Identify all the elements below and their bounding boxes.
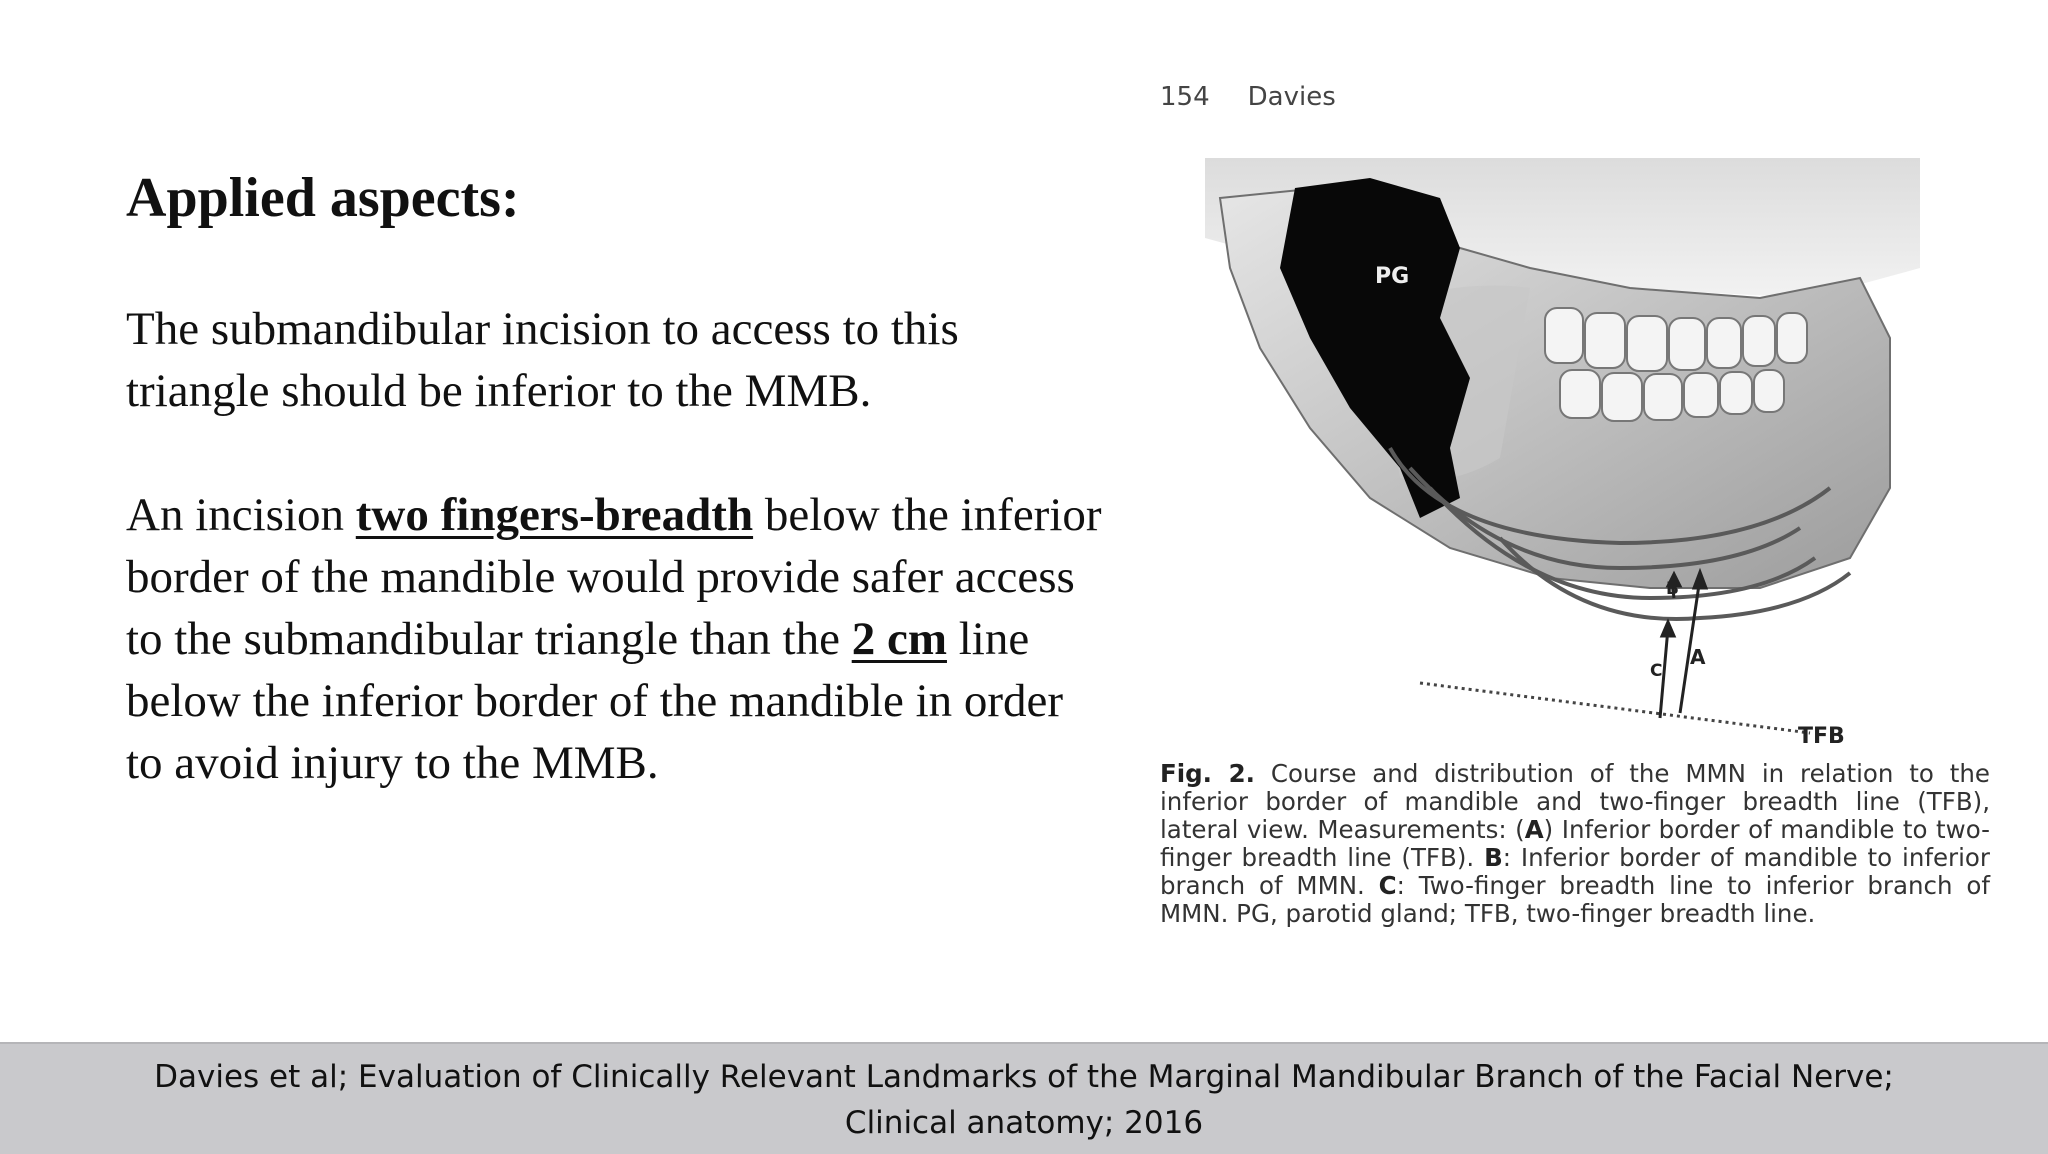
tfb-label: TFB [1798, 724, 1845, 749]
paragraph-incision-location: The submandibular incision to access to this triangle should be inferior to the MMB. [126, 303, 959, 417]
slide-heading: Applied aspects: [126, 167, 520, 229]
label-a: A [1690, 645, 1706, 669]
two-fingers-breadth-emphasis: two fingers-breadth [355, 489, 754, 541]
caption-fig-label: Fig. 2. [1160, 759, 1255, 788]
label-b: B [1666, 579, 1679, 599]
label-c: C [1650, 661, 1663, 681]
caption-text-3: : Inferior border of mandible to inferior branch of MMN. [1160, 843, 1990, 900]
caption-text-4: : Two-finger breadth line to inferior branch of MMN. PG, parotid gland; TFB, two-finger breadth line. [1160, 871, 1990, 928]
caption-text-1: Course and distribution of the MMN in relation to the inferior border of mandible and two-finger breadth line (TFB), lateral view. Measurements: ( [1160, 759, 1990, 844]
page-number: 154 [1160, 82, 1210, 112]
caption-a: A [1524, 815, 1544, 844]
citation-text [60, 1054, 1988, 1146]
figure-page-header [1160, 82, 1374, 112]
author-name: Davies [1247, 82, 1336, 112]
pg-label: PG [1375, 264, 1410, 289]
caption-c: C [1378, 871, 1397, 900]
paragraph-two-finger-rule [126, 484, 1106, 794]
citation-line-2: Clinical anatomy; 2016 [844, 1105, 1204, 1141]
mandible-illustration [1200, 158, 1920, 758]
caption-text-2: ) Inferior border of mandible to two-finger breadth line (TFB). [1160, 815, 1990, 872]
caption-b: B [1484, 843, 1503, 872]
two-finger-breadth-line [1420, 683, 1810, 733]
citation-line-1: Davies et al; Evaluation of Clinically Relevant Landmarks of the Marginal Mandibular Branch of the Facial Nerve; [154, 1059, 1894, 1095]
para2-text-3: line below the inferior border of the mandible in order to avoid injury to the MMB. [126, 613, 1064, 789]
para2-text-1: An incision [126, 489, 356, 541]
figure-caption [1160, 760, 1990, 928]
two-cm-emphasis: 2 cm [851, 613, 947, 665]
para2-text-2: below the inferior border of the mandible would provide safer access to the submandibular triangle than the [126, 489, 1102, 665]
